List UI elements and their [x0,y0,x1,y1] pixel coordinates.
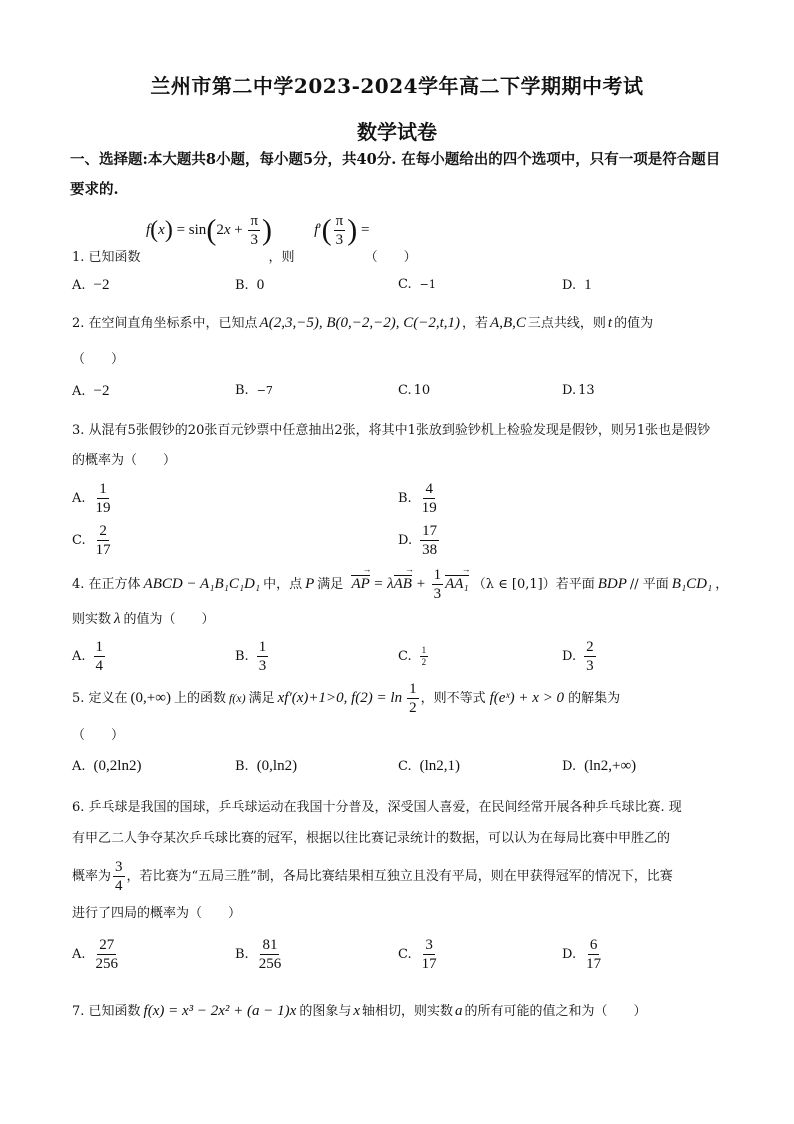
q5-option-c: C. (ln2,1) [398,758,461,774]
q2-option-a: A. −2 [72,383,110,399]
q4-stem-2: 则实数 λ 的值为（ ） [72,611,215,627]
q4-stem: 4. 在正方体 ABCD − A₁B₁C₁D₁ 中，点 P 满足 → AP = λ→ AB + $\frac{1}{3}$ → AA₁ （λ ∈ [0,1]）若平面 BDP // 平面 B₁CD₁ ， [72,566,728,603]
q6-stem-3: 概率为 $\frac{3}{4}$ ，若比赛为“五局三胜”制，各局比赛结果相互独立且没有平局，则在甲获得冠军的情况下，比赛 [72,859,673,894]
q2-option-b: B. −7 [235,383,273,398]
q1-option-d: D. 1 [562,277,592,293]
q7-stem: 7. 已知函数 f(x) = x³ − 2x² + (a − 1)x 的图象与 x 轴相切，则实数 a 的所有可能的值之和为（ ） [72,1003,647,1019]
q6-option-a: A. $\frac{27}{256}$ [72,937,119,972]
q3-option-c: C. $\frac{2}{17}$ [72,523,111,558]
q3-option-b: B. $\frac{4}{19}$ [398,481,437,516]
q6-stem-4: 进行了四局的概率为（ ） [72,906,242,921]
q5-option-b: B. (0,ln2) [235,758,298,774]
q6-stem-2: 有甲乙二人争夺某次乒乓球比赛的冠军，根据以往比赛记录统计的数据，可以认为在每局比赛中甲胜乙的 [72,831,671,846]
q3-option-a: A. $\frac{1}{19}$ [72,481,111,516]
q6-option-d: D. $\frac{6}{17}$ [562,937,602,972]
exam-title: 兰州市第二中学2023-2024学年高二下学期期中考试 [150,74,644,98]
q1-option-a: A. −2 [72,277,110,293]
q5-option-a: A. (0,2ln2) [72,758,142,774]
q3-option-d: D. $\frac{17}{38}$ [398,523,438,558]
q1-formula: f(x) = sin(2x + $\frac{\pi}{3}$ ) f′( $\frac{\pi}{3}$ ) = [146,213,370,248]
q4-option-b: B. $\frac{1}{3}$ [235,639,267,674]
q6-stem-1: 6. 乒乓球是我国的国球，乒乓球运动在我国十分普及，深受国人喜爱，在民间经常开展各种乒乓球比赛. 现 [72,800,682,815]
q4-option-a: A. $\frac{1}{4}$ [72,639,104,674]
q5-option-d: D. (ln2,+∞) [562,758,637,774]
section-heading: 一、选择题:本大题共8小题，每小题5分，共40分. 在每小题给出的四个选项中，只有一项是符合题目要求的. [70,151,721,198]
q1-option-b: B. 0 [235,277,265,293]
exam-subtitle: 数学试卷 [357,120,437,144]
q1-stem: 1. 已知函数 ，则 （ ） [72,250,417,265]
q5-stem: 5. 定义在 (0,+∞) 上的函数 f(x) 满足 xf′(x)+1>0, f(2) = ln $\frac{1}{2}$ ，则不等式 f(eˣ) + x > 0 的解集为 [72,681,621,716]
q3-stem: 3. 从混有5张假钞的20张百元钞票中任意抽出2张，将其中1张放到验钞机上检验发现是假钞，则另1张也是假钞的概率为（ ） [72,423,711,468]
q4-option-d: D. $\frac{2}{3}$ [562,639,594,674]
q5-blank: （ ） [72,728,125,743]
q2-option-c: C. 10 [398,383,431,398]
q4-option-c: C. $\frac{1}{2}$ [398,645,427,667]
q2-option-d: D. 13 [562,383,595,398]
q1-option-c: C. −1 [398,277,436,292]
q2-blank: （ ） [72,352,125,367]
q2-stem: 2. 在空间直角坐标系中，已知点 A(2,3,−5), B(0,−2,−2), C(−2,t,1) ，若 A,B,C 三点共线，则 t 的值为 [72,315,654,331]
q6-option-b: B. $\frac{81}{256}$ [235,937,282,972]
q6-option-c: C. $\frac{3}{17}$ [398,937,437,972]
